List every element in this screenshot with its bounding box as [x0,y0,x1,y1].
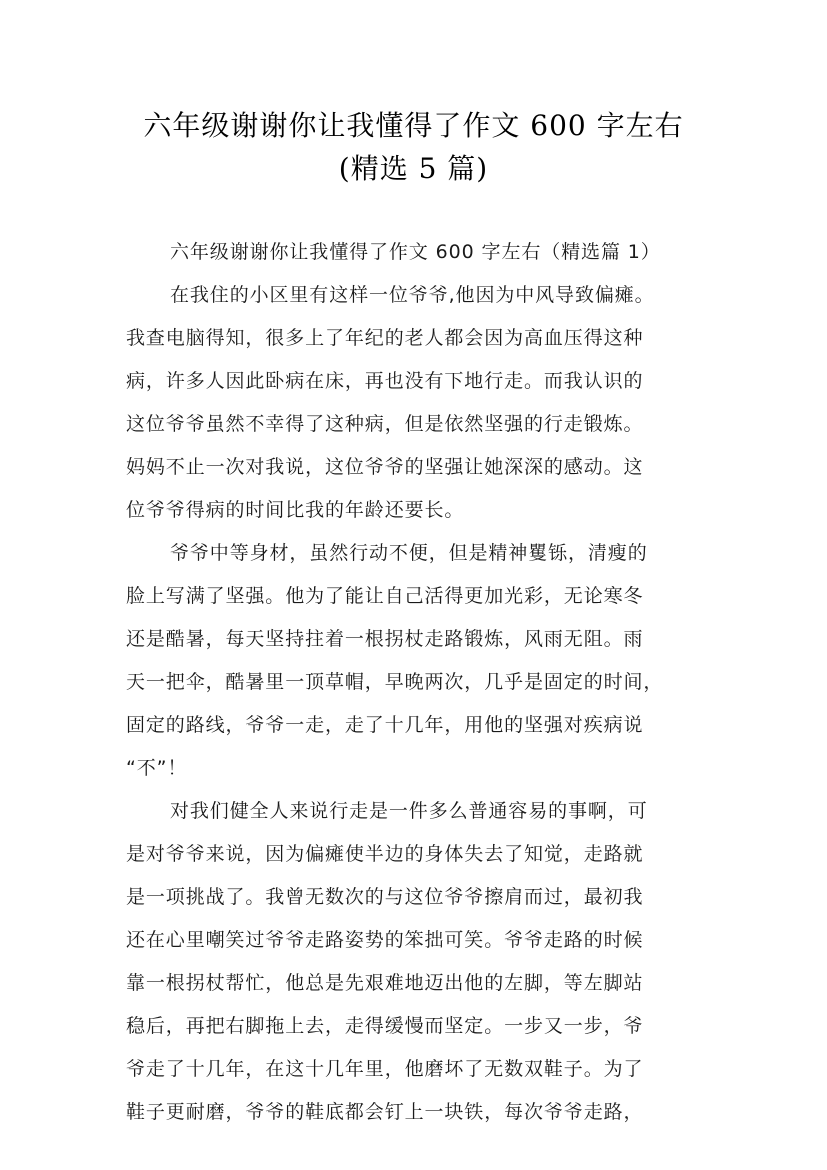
body-line: 还是酷暑，每天坚持拄着一根拐杖走路锻炼，风雨无阻。雨 [126,628,644,650]
body-line: 是对爷爷来说，因为偏瘫使半边的身体失去了知觉，走路就 [126,843,644,865]
body-line: “不”！ [126,757,188,779]
body-line: 爷爷中等身材，虽然行动不便，但是精神矍铄，清瘦的 [170,542,648,564]
body-line: 固定的路线，爷爷一走，走了十几年，用他的坚强对疾病说 [126,714,644,736]
body-line: 是一项挑战了。我曾无数次的与这位爷爷擦肩而过，最初我 [126,886,644,908]
body-line: 病，许多人因此卧病在床，再也没有下地行走。而我认识的 [126,370,644,392]
subtitle-line: 六年级谢谢你让我懂得了作文 600 字左右（精选篇 1） [170,241,661,263]
body-line: 我查电脑得知，很多上了年纪的老人都会因为高血压得这种 [126,327,644,349]
body-line: 稳后，再把右脚拖上去，走得缓慢而坚定。一步又一步，爷 [126,1015,644,1037]
document-title-line-2: (精选 5 篇) [338,152,489,185]
body-line: 爷走了十几年，在这十几年里，他磨坏了无数双鞋子。为了 [126,1058,644,1080]
body-line: 天一把伞，酷暑里一顶草帽，早晚两次，几乎是固定的时间， [126,671,664,693]
body-line: 鞋子更耐磨，爷爷的鞋底都会钉上一块铁，每次爷爷走路， [126,1101,644,1123]
document-title-line-1: 六年级谢谢你让我懂得了作文 600 字左右 [143,109,684,142]
body-line: 妈妈不止一次对我说，这位爷爷的坚强让她深深的感动。这 [126,456,644,478]
body-line: 还在心里嘲笑过爷爷走路姿势的笨拙可笑。爷爷走路的时候 [126,929,644,951]
body-line: 这位爷爷虽然不幸得了这种病，但是依然坚强的行走锻炼。 [126,413,644,435]
body-line: 位爷爷得病的时间比我的年龄还要长。 [126,499,465,521]
body-line: 靠一根拐杖帮忙，他总是先艰难地迈出他的左脚，等左脚站 [126,972,644,994]
body-line: 在我住的小区里有这样一位爷爷,他因为中风导致偏瘫。 [170,284,655,306]
body-line: 对我们健全人来说行走是一件多么普通容易的事啊，可 [170,800,648,822]
body-line: 脸上写满了坚强。他为了能让自己活得更加光彩，无论寒冬 [126,585,644,607]
